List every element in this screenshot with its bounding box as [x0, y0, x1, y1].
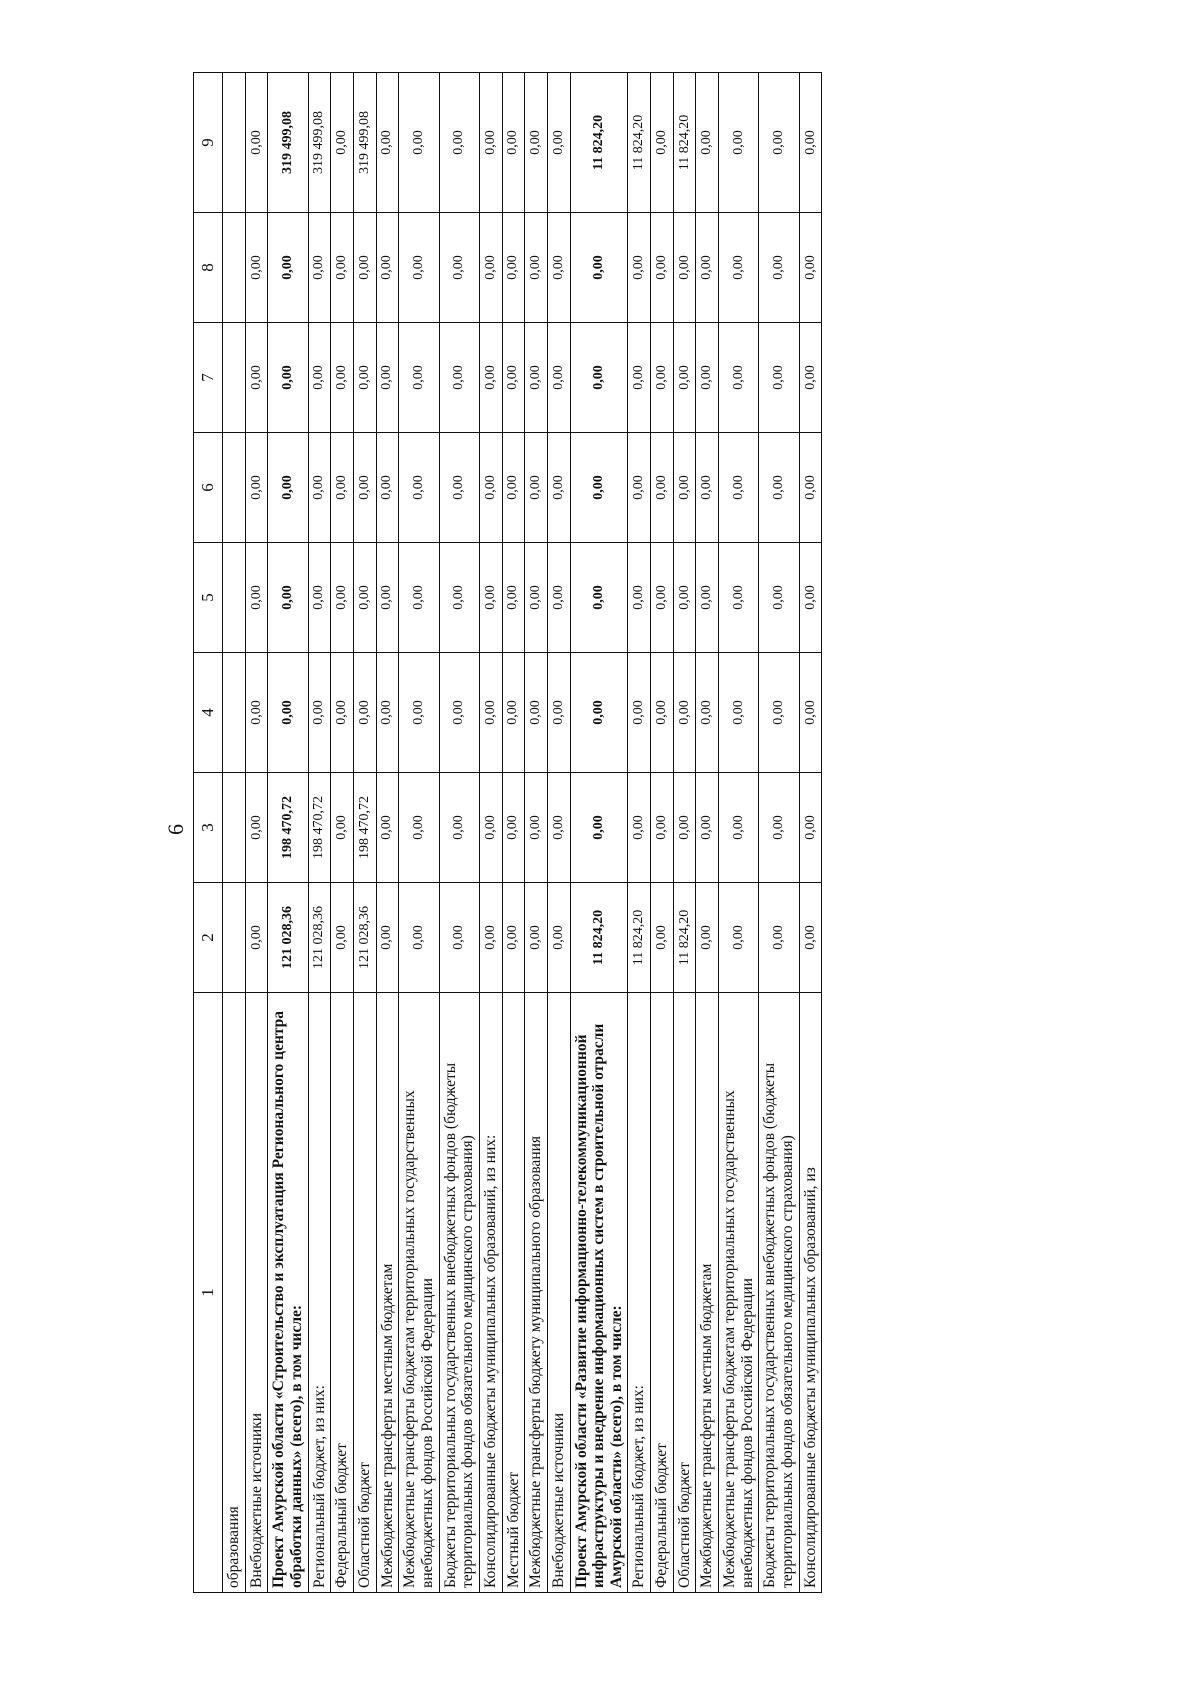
row-value: 0,00	[479, 773, 502, 883]
row-value	[223, 213, 246, 323]
row-value: 0,00	[525, 73, 548, 213]
row-value: 0,00	[353, 323, 376, 433]
table-row	[628, 73, 651, 1593]
table-row	[547, 73, 570, 1593]
page-number: 6	[163, 824, 188, 835]
row-value: 198 470,72	[353, 773, 376, 883]
row-value: 0,00	[331, 73, 354, 213]
row-label: Региональный бюджет, из них:	[308, 993, 331, 1593]
row-value: 0,00	[502, 883, 525, 993]
column-number-row	[194, 73, 223, 1593]
table-row	[719, 73, 759, 1593]
row-value: 0,00	[502, 73, 525, 213]
row-value: 0,00	[331, 543, 354, 653]
row-value: 0,00	[308, 213, 331, 323]
row-value: 0,00	[399, 323, 439, 433]
column-header: 3	[194, 773, 223, 883]
row-value: 0,00	[799, 213, 822, 323]
row-value: 0,00	[759, 323, 799, 433]
row-value: 0,00	[696, 73, 719, 213]
column-header: 2	[194, 883, 223, 993]
row-value: 0,00	[245, 543, 268, 653]
table-row	[502, 73, 525, 1593]
row-value: 0,00	[308, 543, 331, 653]
table-row	[399, 73, 439, 1593]
row-value: 0,00	[502, 543, 525, 653]
row-value: 0,00	[628, 213, 651, 323]
table-row	[353, 73, 376, 1593]
row-value: 0,00	[353, 543, 376, 653]
row-label: Федеральный бюджет	[331, 993, 354, 1593]
row-label: Федеральный бюджет	[651, 993, 674, 1593]
row-value	[223, 73, 246, 213]
row-value: 0,00	[799, 73, 822, 213]
row-value: 0,00	[673, 433, 696, 543]
row-label: Проект Амурской области «Развитие информационно-телекоммуникационной инфраструктуры и внедрение информационных систем в строительной отрасли Амурской области» (всего), в том числе:	[570, 993, 628, 1593]
row-value: 0,00	[399, 653, 439, 773]
row-value: 0,00	[547, 433, 570, 543]
row-value	[223, 323, 246, 433]
row-value: 0,00	[525, 543, 548, 653]
table-row	[759, 73, 799, 1593]
row-value: 0,00	[547, 543, 570, 653]
row-label: Областной бюджет	[673, 993, 696, 1593]
row-value: 0,00	[439, 883, 479, 993]
row-value: 0,00	[570, 773, 628, 883]
row-value: 0,00	[719, 73, 759, 213]
row-value: 319 499,08	[268, 73, 308, 213]
table-row	[696, 73, 719, 1593]
row-value: 0,00	[759, 73, 799, 213]
row-value: 0,00	[376, 653, 399, 773]
row-value: 319 499,08	[308, 73, 331, 213]
table-row	[268, 73, 308, 1593]
row-label: Консолидированные бюджеты муниципальных образований, из них:	[479, 993, 502, 1593]
row-value: 0,00	[673, 543, 696, 653]
row-value: 0,00	[547, 323, 570, 433]
row-value: 0,00	[696, 433, 719, 543]
row-value: 121 028,36	[353, 883, 376, 993]
row-value: 0,00	[628, 653, 651, 773]
row-value: 11 824,20	[673, 883, 696, 993]
row-value: 0,00	[502, 773, 525, 883]
row-value: 0,00	[479, 883, 502, 993]
table-row	[439, 73, 479, 1593]
row-value: 0,00	[245, 653, 268, 773]
row-value: 0,00	[245, 73, 268, 213]
row-label: Региональный бюджет, из них:	[628, 993, 651, 1593]
row-value: 319 499,08	[353, 73, 376, 213]
row-value: 0,00	[439, 213, 479, 323]
row-value: 11 824,20	[673, 73, 696, 213]
row-value: 0,00	[331, 653, 354, 773]
row-value: 0,00	[399, 543, 439, 653]
row-value: 0,00	[759, 213, 799, 323]
row-value: 0,00	[651, 543, 674, 653]
row-value: 0,00	[696, 323, 719, 433]
row-value: 0,00	[570, 213, 628, 323]
row-value: 0,00	[399, 213, 439, 323]
column-header: 4	[194, 653, 223, 773]
row-value: 0,00	[570, 653, 628, 773]
row-value: 0,00	[628, 433, 651, 543]
row-value: 0,00	[547, 653, 570, 773]
row-value: 0,00	[570, 323, 628, 433]
column-header: 1	[194, 993, 223, 1593]
row-value: 0,00	[268, 213, 308, 323]
row-value: 0,00	[759, 433, 799, 543]
row-value: 0,00	[245, 213, 268, 323]
row-value: 11 824,20	[628, 883, 651, 993]
row-label: Межбюджетные трансферты местным бюджетам	[376, 993, 399, 1593]
table-row	[308, 73, 331, 1593]
table-row	[673, 73, 696, 1593]
row-value: 0,00	[268, 323, 308, 433]
row-value: 0,00	[547, 73, 570, 213]
row-value: 0,00	[799, 323, 822, 433]
row-value: 0,00	[628, 323, 651, 433]
row-value: 0,00	[525, 213, 548, 323]
row-value: 0,00	[399, 773, 439, 883]
row-value: 0,00	[479, 213, 502, 323]
row-label: Внебюджетные источники	[547, 993, 570, 1593]
row-value: 0,00	[479, 433, 502, 543]
row-value: 0,00	[479, 653, 502, 773]
row-value: 0,00	[719, 883, 759, 993]
row-value: 0,00	[525, 883, 548, 993]
table-row	[525, 73, 548, 1593]
column-header: 5	[194, 543, 223, 653]
row-value: 0,00	[651, 773, 674, 883]
table-row	[245, 73, 268, 1593]
row-value: 0,00	[502, 653, 525, 773]
column-header: 7	[194, 323, 223, 433]
row-value: 0,00	[479, 543, 502, 653]
row-value: 0,00	[673, 323, 696, 433]
row-value: 198 470,72	[268, 773, 308, 883]
row-value: 0,00	[673, 653, 696, 773]
row-value: 0,00	[439, 543, 479, 653]
row-value: 0,00	[799, 543, 822, 653]
row-value	[223, 773, 246, 883]
row-value: 0,00	[719, 213, 759, 323]
row-label: Межбюджетные трансферты бюджетам территориальных государственных внебюджетных фондов Российской Федерации	[399, 993, 439, 1593]
row-value: 0,00	[268, 433, 308, 543]
row-value: 0,00	[268, 653, 308, 773]
row-label: Проект Амурской области «Строительство и эксплуатация Регионального центра обработки данных» (всего), в том числе:	[268, 993, 308, 1593]
row-value: 0,00	[245, 323, 268, 433]
row-value: 0,00	[308, 433, 331, 543]
row-value: 0,00	[719, 653, 759, 773]
table-header	[194, 73, 223, 1593]
row-label: Бюджеты территориальных государственных внебюджетных фондов (бюджеты территориальных фондов обязательного медицинского страхования)	[439, 993, 479, 1593]
row-value: 0,00	[673, 773, 696, 883]
row-value: 0,00	[376, 883, 399, 993]
row-value: 0,00	[331, 773, 354, 883]
column-header: 6	[194, 433, 223, 543]
table-row	[799, 73, 822, 1593]
row-value: 0,00	[399, 73, 439, 213]
row-value: 0,00	[651, 883, 674, 993]
row-value: 0,00	[353, 213, 376, 323]
row-value: 0,00	[799, 433, 822, 543]
row-value: 0,00	[331, 213, 354, 323]
row-value	[223, 883, 246, 993]
table-row	[223, 73, 246, 1593]
row-value: 0,00	[525, 773, 548, 883]
row-value: 0,00	[628, 543, 651, 653]
row-value: 0,00	[268, 543, 308, 653]
row-value: 0,00	[525, 323, 548, 433]
row-value: 0,00	[308, 653, 331, 773]
row-label: Бюджеты территориальных государственных внебюджетных фондов (бюджеты территориальных фондов обязательного медицинского страхования)	[759, 993, 799, 1593]
row-value: 0,00	[651, 213, 674, 323]
row-value: 0,00	[376, 323, 399, 433]
row-value: 0,00	[502, 433, 525, 543]
row-value: 0,00	[376, 773, 399, 883]
row-value: 0,00	[331, 433, 354, 543]
row-label: Местный бюджет	[502, 993, 525, 1593]
row-value: 0,00	[759, 653, 799, 773]
row-value: 0,00	[719, 773, 759, 883]
row-value: 0,00	[759, 883, 799, 993]
row-label: образования	[223, 993, 246, 1593]
budget-table	[193, 72, 822, 1593]
row-value: 0,00	[651, 73, 674, 213]
row-value	[223, 543, 246, 653]
row-value: 0,00	[759, 543, 799, 653]
row-value: 0,00	[439, 433, 479, 543]
row-value: 0,00	[570, 433, 628, 543]
row-label: Областной бюджет	[353, 993, 376, 1593]
row-value: 0,00	[628, 773, 651, 883]
row-value: 0,00	[651, 653, 674, 773]
table-row	[651, 73, 674, 1593]
row-value: 0,00	[759, 773, 799, 883]
row-value: 0,00	[399, 883, 439, 993]
row-value: 0,00	[245, 773, 268, 883]
row-value: 0,00	[502, 323, 525, 433]
table-row	[331, 73, 354, 1593]
row-value: 0,00	[696, 653, 719, 773]
row-value: 0,00	[570, 543, 628, 653]
table-body	[223, 73, 822, 1593]
row-label: Внебюджетные источники	[245, 993, 268, 1593]
row-value: 0,00	[353, 653, 376, 773]
row-value: 0,00	[799, 773, 822, 883]
row-value: 0,00	[547, 773, 570, 883]
row-value: 0,00	[479, 323, 502, 433]
row-value: 0,00	[439, 323, 479, 433]
row-value	[223, 433, 246, 543]
row-value: 0,00	[439, 653, 479, 773]
row-label: Межбюджетные трансферты бюджетам территориальных государственных внебюджетных фондов Российской Федерации	[719, 993, 759, 1593]
row-value: 0,00	[651, 323, 674, 433]
row-value: 0,00	[399, 433, 439, 543]
row-value: 0,00	[479, 73, 502, 213]
row-value: 0,00	[308, 323, 331, 433]
row-value: 0,00	[719, 323, 759, 433]
row-value: 0,00	[376, 433, 399, 543]
row-value: 0,00	[696, 773, 719, 883]
row-value: 0,00	[696, 213, 719, 323]
row-value: 0,00	[376, 213, 399, 323]
row-value: 0,00	[376, 543, 399, 653]
row-value	[223, 653, 246, 773]
row-value: 0,00	[502, 213, 525, 323]
row-value: 0,00	[673, 213, 696, 323]
row-value: 0,00	[525, 433, 548, 543]
row-value: 0,00	[376, 73, 399, 213]
row-value: 0,00	[799, 883, 822, 993]
row-value: 11 824,20	[570, 73, 628, 213]
row-label: Консолидированные бюджеты муниципальных образований, из	[799, 993, 822, 1593]
row-label: Межбюджетные трансферты бюджету муниципального образования	[525, 993, 548, 1593]
row-value: 121 028,36	[268, 883, 308, 993]
column-header: 9	[194, 73, 223, 213]
row-value: 0,00	[799, 653, 822, 773]
row-value: 0,00	[439, 73, 479, 213]
column-header: 8	[194, 213, 223, 323]
row-value: 11 824,20	[628, 73, 651, 213]
table-row	[570, 73, 628, 1593]
row-value: 0,00	[353, 433, 376, 543]
table-row	[479, 73, 502, 1593]
row-value: 0,00	[719, 543, 759, 653]
row-value: 0,00	[547, 213, 570, 323]
row-value: 0,00	[547, 883, 570, 993]
row-value: 0,00	[696, 883, 719, 993]
row-value: 0,00	[696, 543, 719, 653]
row-value: 0,00	[245, 433, 268, 543]
row-value: 0,00	[525, 653, 548, 773]
row-value: 11 824,20	[570, 883, 628, 993]
row-value: 0,00	[651, 433, 674, 543]
rotated-page-content	[193, 73, 822, 1593]
row-value: 0,00	[719, 433, 759, 543]
row-value: 0,00	[331, 323, 354, 433]
row-value: 198 470,72	[308, 773, 331, 883]
row-value: 0,00	[439, 773, 479, 883]
table-row	[376, 73, 399, 1593]
row-value: 0,00	[245, 883, 268, 993]
row-value: 0,00	[331, 883, 354, 993]
row-value: 121 028,36	[308, 883, 331, 993]
row-label: Межбюджетные трансферты местным бюджетам	[696, 993, 719, 1593]
